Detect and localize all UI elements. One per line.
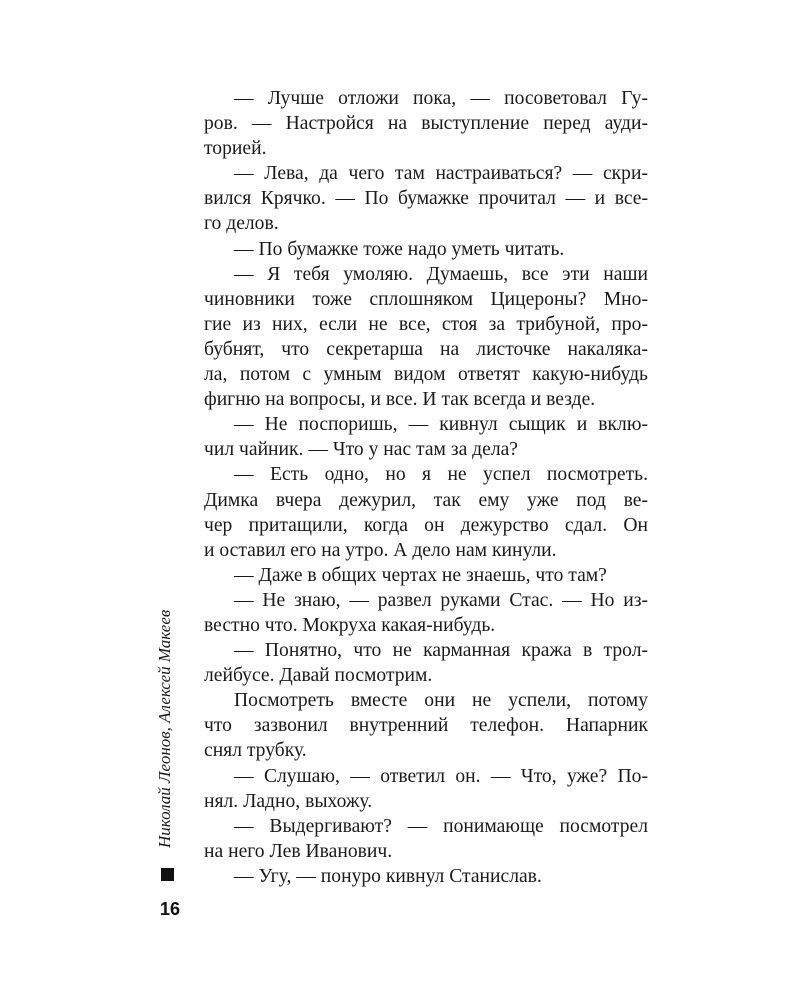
text-line: нял. Ладно, выхожу.: [204, 790, 373, 812]
text-line: фигню на вопросы, и все. И так всегда и везде.: [204, 389, 596, 411]
text-line: — Слушаю, — ответил он. — Что, уже? По-: [234, 765, 648, 787]
text-line: — Не поспоришь, — кивнул сыщик и вклю-: [234, 414, 648, 436]
text-line: вился Крячко. — По бумажке прочитал — и все-: [204, 188, 648, 210]
text-line: что зазвонил внутренний телефон. Напарник: [204, 715, 648, 737]
text-line: — Лучше отложи пока, — посоветовал Гу-: [234, 88, 648, 109]
text-line: снял трубку.: [204, 740, 307, 762]
text-line: — Не знаю, — развел руками Стас. — Но из-: [234, 589, 648, 611]
text-line: Посмотреть вместе они не успели, потому: [234, 690, 648, 712]
text-line: — Есть одно, но я не успел посмотреть.: [234, 464, 648, 486]
text-line: ров. — Настройся на выступление перед ауди-: [204, 113, 648, 135]
body-text: [204, 86, 648, 889]
text-line: — Я тебя умоляю. Думаешь, все эти наши: [234, 263, 648, 285]
text-line: — Лева, да чего там настраиваться? — скри-: [234, 163, 648, 185]
text-line: вестно что. Мокруха какая-нибудь.: [204, 614, 496, 636]
text-line: чер притащили, когда он дежурство сдал. Он: [204, 514, 648, 536]
text-line: чиновники тоже сплошняком Цицероны? Мно-: [204, 288, 648, 310]
square-marker-icon: [161, 868, 174, 881]
text-line: ла, потом с умным видом ответят какую-нибудь: [204, 364, 648, 386]
running-head-authors: Николай Леонов, Алексей Макеев: [155, 609, 174, 848]
text-line: — Угу, — понуро кивнул Станислав.: [234, 865, 542, 887]
text-line: гие из них, если не все, стоя за трибуной, про-: [204, 313, 648, 335]
text-line: — По бумажке тоже надо уметь читать.: [234, 238, 565, 260]
text-line: и оставил его на утро. А дело нам кинули.: [204, 539, 557, 561]
text-line: Димка вчера дежурил, так ему уже под ве-: [204, 489, 648, 511]
text-line: чил чайник. — Что у нас там за дела?: [204, 439, 519, 461]
text-line: на него Лев Иванович.: [204, 840, 393, 862]
text-line: лейбусе. Давай посмотрим.: [204, 665, 433, 687]
text-line: — Даже в общих чертах не знаешь, что там?: [234, 564, 607, 586]
text-line: бубнят, что секретарша на листочке накаляка-: [204, 338, 648, 360]
text-line: — Выдергивают? — понимающе посмотрел: [234, 815, 648, 837]
page-number: 16: [160, 899, 181, 919]
text-line: го делов.: [204, 213, 279, 235]
text-line: — Понятно, что не карманная кража в трол-: [234, 640, 648, 662]
text-line: торией.: [204, 138, 267, 160]
